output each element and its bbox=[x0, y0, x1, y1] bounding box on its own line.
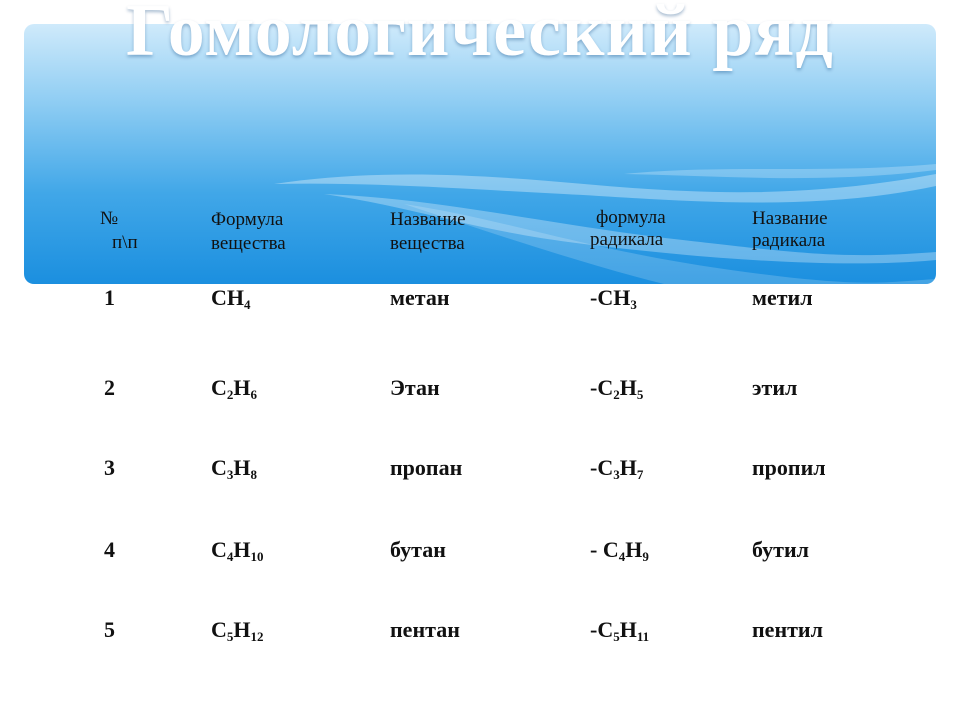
header-num-line2: п\п bbox=[112, 232, 138, 253]
subscript: 7 bbox=[636, 467, 644, 482]
subscript: 12 bbox=[250, 629, 264, 644]
formula-part: -C bbox=[590, 617, 614, 642]
subscript: 3 bbox=[226, 467, 234, 482]
cell-name: метан bbox=[390, 285, 450, 310]
formula-part: H bbox=[619, 375, 637, 400]
formula-part: H bbox=[233, 375, 251, 400]
formula-part: -CH bbox=[590, 285, 631, 310]
cell-radical-name: пропил bbox=[752, 455, 826, 480]
cell-radical-formula bbox=[590, 537, 649, 563]
header-radical-name bbox=[752, 208, 828, 252]
subscript: 3 bbox=[630, 297, 637, 312]
header-radical-formula bbox=[590, 207, 666, 251]
cell-radical-formula bbox=[590, 455, 643, 481]
subscript: 4 bbox=[618, 549, 626, 564]
cell-radical-name: бутил bbox=[752, 537, 809, 562]
cell-formula bbox=[211, 537, 264, 563]
subscript: 8 bbox=[250, 467, 258, 482]
cell-num: 5 bbox=[104, 617, 115, 642]
cell-radical-formula bbox=[590, 617, 649, 643]
subscript: 6 bbox=[250, 387, 258, 402]
cell-radical-name: этил bbox=[752, 375, 798, 400]
formula-part: H bbox=[625, 537, 643, 562]
formula-part: H bbox=[619, 455, 637, 480]
cell-formula bbox=[211, 285, 251, 311]
subscript: 5 bbox=[636, 387, 644, 402]
cell-num: 4 bbox=[104, 537, 115, 562]
formula-part: -C bbox=[590, 455, 614, 480]
cell-name: пентан bbox=[390, 617, 460, 642]
formula-part: - C bbox=[590, 537, 619, 562]
subscript: 10 bbox=[250, 549, 264, 564]
subscript: 5 bbox=[613, 629, 620, 644]
cell-radical-formula bbox=[590, 375, 643, 401]
cell-formula bbox=[211, 455, 257, 481]
subscript: 9 bbox=[642, 549, 649, 564]
header-name bbox=[390, 208, 466, 256]
subscript: 11 bbox=[636, 629, 650, 644]
header-formula bbox=[211, 208, 286, 256]
cell-num: 1 bbox=[104, 285, 115, 310]
formula-part: H bbox=[233, 537, 251, 562]
formula-part: CH bbox=[211, 285, 244, 310]
header-num bbox=[100, 207, 138, 255]
header-name-line2: вещества bbox=[390, 233, 465, 254]
formula-part: H bbox=[233, 455, 251, 480]
subscript: 4 bbox=[244, 297, 251, 312]
formula-part: C bbox=[211, 455, 227, 480]
cell-num: 3 bbox=[104, 455, 115, 480]
cell-name: бутан bbox=[390, 537, 446, 562]
cell-name: Этан bbox=[390, 375, 440, 400]
formula-part: H bbox=[619, 617, 637, 642]
formula-part: C bbox=[211, 537, 227, 562]
header-radical-formula-line1: формула bbox=[596, 207, 666, 228]
cell-radical-formula bbox=[590, 285, 637, 311]
header-num-line1: № bbox=[100, 208, 119, 229]
subscript: 5 bbox=[226, 629, 234, 644]
subscript: 3 bbox=[613, 467, 620, 482]
header-formula-line2: вещества bbox=[211, 233, 286, 254]
cell-radical-name: метил bbox=[752, 285, 813, 310]
subscript: 4 bbox=[226, 549, 234, 564]
cell-formula bbox=[211, 617, 264, 643]
subscript: 2 bbox=[613, 387, 620, 402]
formula-part: -C bbox=[590, 375, 614, 400]
header-radical-name-line1: Название bbox=[752, 208, 828, 229]
cell-formula bbox=[211, 375, 257, 401]
header-formula-line1: Формула bbox=[211, 209, 284, 230]
cell-num: 2 bbox=[104, 375, 115, 400]
header-name-line1: Название bbox=[390, 209, 466, 230]
page-title: Гомологический ряд bbox=[126, 0, 834, 72]
formula-part: C bbox=[211, 617, 227, 642]
header-radical-formula-line2: радикала bbox=[590, 229, 664, 250]
cell-name: пропан bbox=[390, 455, 463, 480]
formula-part: H bbox=[233, 617, 251, 642]
subscript: 2 bbox=[226, 387, 234, 402]
formula-part: C bbox=[211, 375, 227, 400]
cell-radical-name: пентил bbox=[752, 617, 823, 642]
header-radical-name-line2: радикала bbox=[752, 230, 826, 251]
